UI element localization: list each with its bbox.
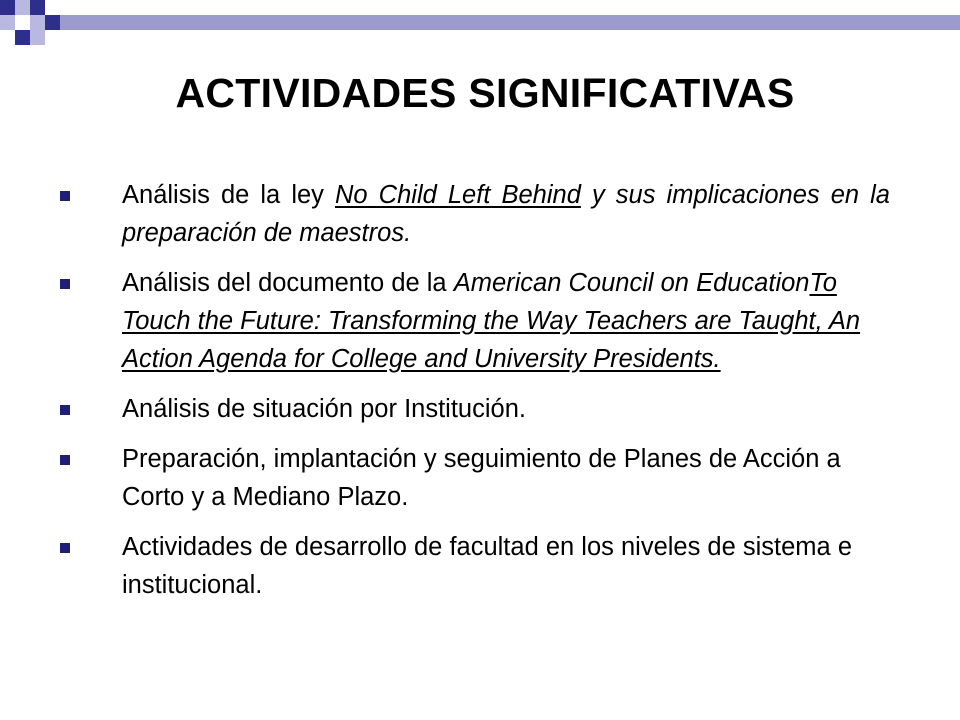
deco-square-dark-4 [15,30,30,45]
bullet-square-icon [60,455,70,465]
deco-square-light-1 [15,0,30,15]
bullet-2-text-1: Análisis del documento de la [122,269,454,297]
bullet-square-icon [60,279,70,289]
slide-title: ACTIVIDADES SIGNIFICATIVAS [175,70,795,116]
bullet-item-3 [58,390,890,428]
deco-square-light-3 [30,15,45,30]
deco-top-bar [60,15,960,30]
deco-square-dark-1 [0,0,15,15]
bullet-5-text-1: Actividades de desarrollo de facultad en los niveles de sistema e institucional. [122,533,852,599]
bullet-1-text-2: No Child Left Behind [335,181,581,209]
bullet-1-text-3: y sus implicaciones en la preparación de maestros. [122,181,890,247]
bullet-list [58,176,890,616]
bullet-square-icon [60,191,70,201]
bullet-item-1 [58,176,890,252]
bullet-1-text-1: Análisis de la ley [122,181,335,209]
bullet-item-4 [58,440,890,516]
bullet-2-text-3: To Touch the Future: Transforming the Way Teachers are Taught, An Action Agenda for College and University Presidents. [122,269,861,373]
deco-square-dark-2 [30,0,45,15]
bullet-item-5 [58,528,890,604]
bullet-item-2 [58,264,890,378]
deco-square-light-4 [30,30,45,45]
bullet-square-icon [60,543,70,553]
bullet-3-text-1: Análisis de situación por Institución. [122,395,526,423]
deco-square-light-2 [0,15,15,30]
bullet-square-icon [60,405,70,415]
bullet-4-text-1: Preparación, implantación y seguimiento de Planes de Acción a Corto y a Mediano Plazo. [122,445,841,511]
corner-decoration [0,0,960,60]
bullet-2-text-2: American Council on Education [453,269,810,297]
deco-square-dark-3 [45,15,60,30]
